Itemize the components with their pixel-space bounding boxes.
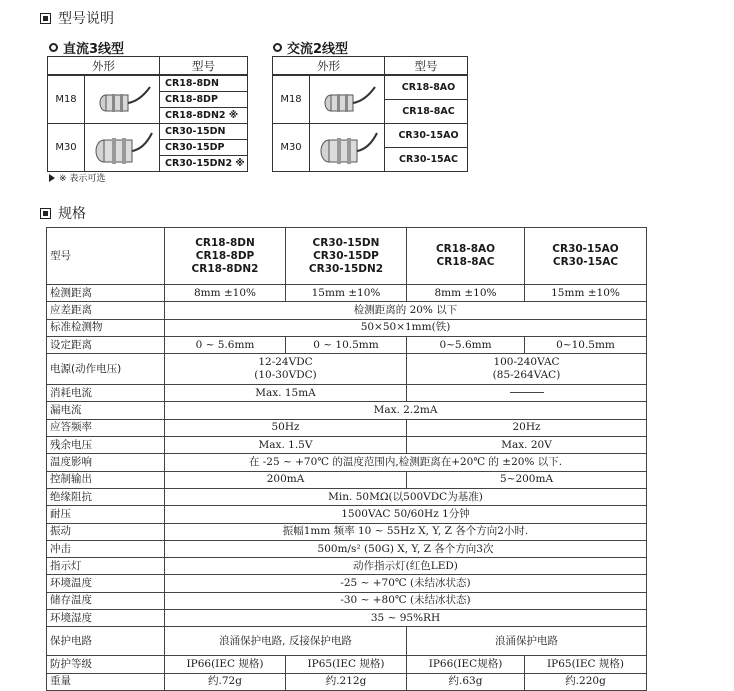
header-model: CR30-15AO xyxy=(552,243,619,255)
sensor-m18-image xyxy=(310,75,385,123)
spec-value: 15mm ±10% xyxy=(525,285,647,302)
dc-model-cell: CR30-15DN xyxy=(160,123,248,139)
spec-row-consumption xyxy=(47,385,647,402)
header-model: CR18-8AO xyxy=(435,243,496,255)
ring-bullet-icon xyxy=(49,43,58,52)
spec-row-set-dist xyxy=(47,336,647,353)
spec-label: 设定距离 xyxy=(47,336,165,353)
spec-value-na xyxy=(407,385,647,402)
spec-value: 约.63g xyxy=(407,673,525,690)
spec-value: 振幅1mm 频率 10 ~ 55Hz X, Y, Z 各个方向2小时. xyxy=(165,523,647,540)
spec-label: 应差距离 xyxy=(47,302,165,319)
spec-section-heading xyxy=(40,203,86,223)
spec-row-vibration xyxy=(47,523,647,540)
spec-label: 耐压 xyxy=(47,506,165,523)
spec-label: 重量 xyxy=(47,673,165,690)
spec-value: 8mm ±10% xyxy=(165,285,286,302)
ac-size-m18: M18 xyxy=(273,75,310,123)
spec-label: 消耗电流 xyxy=(47,385,165,402)
dc-table-title: 直流3线型 xyxy=(63,42,125,57)
dc-model-cell: CR18-8DN2 ※ xyxy=(160,107,248,123)
spec-row-hysteresis xyxy=(47,302,647,319)
spec-label: 环境湿度 xyxy=(47,610,165,627)
header-model: CR18-8DP xyxy=(195,249,255,262)
spec-value: 8mm ±10% xyxy=(407,285,525,302)
header-model: CR18-8AC xyxy=(436,256,495,268)
ac-size-m30: M30 xyxy=(273,123,310,171)
spec-value: Max. 2.2mA xyxy=(165,402,647,419)
spec-value: Max. 20V xyxy=(407,437,647,454)
spec-value: 5~200mA xyxy=(407,471,647,488)
spec-row-withstand xyxy=(47,506,647,523)
m18-sensor-icon xyxy=(317,79,377,119)
spec-row-control-out xyxy=(47,471,647,488)
ac-model-cell: CR18-8AO xyxy=(385,75,468,99)
optional-note xyxy=(49,171,105,184)
m30-sensor-icon xyxy=(90,125,154,169)
spec-label: 防护等级 xyxy=(47,656,165,673)
sensor-m30-image xyxy=(85,123,160,171)
spec-label: 指示灯 xyxy=(47,558,165,575)
spec-row-std-object xyxy=(47,319,647,336)
ac-header-model: 型号 xyxy=(385,57,468,76)
spec-header-col4 xyxy=(525,228,647,285)
dash-line xyxy=(510,392,544,393)
header-model: CR30-15DN xyxy=(312,236,380,249)
ac-table-title: 交流2线型 xyxy=(287,42,349,57)
spec-value: Min. 50MΩ(以500VDC为基准) xyxy=(165,488,647,505)
spec-row-power xyxy=(47,354,647,385)
spec-value: 检测距离的 20% 以下 xyxy=(165,302,647,319)
spec-value: 约.72g xyxy=(165,673,286,690)
header-model: CR30-15DN2 xyxy=(308,262,384,275)
power-ac-range: 100-240VAC xyxy=(493,356,560,369)
power-ac-extended: (85-264VAC) xyxy=(492,369,561,382)
m18-sensor-icon xyxy=(92,79,152,119)
spec-row-humidity xyxy=(47,610,647,627)
sensor-m30-image xyxy=(310,123,385,171)
m30-sensor-icon xyxy=(315,125,379,169)
spec-header-col3 xyxy=(407,228,525,285)
ac-model-cell: CR18-8AC xyxy=(385,99,468,123)
spec-row-ambient-temp xyxy=(47,575,647,592)
spec-value: 动作指示灯(红色LED) xyxy=(165,558,647,575)
ring-bullet-icon xyxy=(273,43,282,52)
spec-header-col2 xyxy=(286,228,407,285)
spec-value: 约.212g xyxy=(286,673,407,690)
spec-value: 1500VAC 50/60Hz 1分钟 xyxy=(165,506,647,523)
spec-value: -25 ~ +70℃ (未结冰状态) xyxy=(165,575,647,592)
spec-row-protection xyxy=(47,627,647,656)
power-dc-extended: (10-30VDC) xyxy=(254,369,317,382)
ac-model-cell: CR30-15AC xyxy=(385,147,468,171)
model-section-heading xyxy=(40,8,114,28)
spec-value: 约.220g xyxy=(525,673,647,690)
spec-table xyxy=(46,227,647,691)
ac-model-cell: CR30-15AO xyxy=(385,123,468,147)
spec-label: 型号 xyxy=(47,228,165,285)
header-model: CR18-8DN2 xyxy=(191,262,259,275)
optional-note-text: ※ 表示可选 xyxy=(59,174,106,184)
dc-header-shape: 外形 xyxy=(48,57,160,76)
spec-row-temp-effect xyxy=(47,454,647,471)
dc-size-m30: M30 xyxy=(48,123,85,171)
spec-value: 0 ~ 10.5mm xyxy=(286,336,407,353)
spec-value: 50Hz xyxy=(165,419,407,436)
spec-value: 0~5.6mm xyxy=(407,336,525,353)
sensor-m18-image xyxy=(85,75,160,123)
spec-value: 200mA xyxy=(165,471,407,488)
spec-value: 35 ~ 95%RH xyxy=(165,610,647,627)
spec-label: 保护电路 xyxy=(47,627,165,656)
spec-label: 振动 xyxy=(47,523,165,540)
spec-label: 控制输出 xyxy=(47,471,165,488)
spec-label: 电源(动作电压) xyxy=(47,354,165,385)
spec-value: 0 ~ 5.6mm xyxy=(165,336,286,353)
spec-label: 绝缘阻抗 xyxy=(47,488,165,505)
spec-value: 0~10.5mm xyxy=(525,336,647,353)
spec-row-shock xyxy=(47,540,647,557)
spec-value xyxy=(407,354,647,385)
spec-label: 标准检测物 xyxy=(47,319,165,336)
spec-value: IP66(IEC 规格) xyxy=(165,656,286,673)
spec-row-residual xyxy=(47,437,647,454)
dc-model-cell: CR18-8DN xyxy=(160,75,248,91)
spec-row-detect-dist xyxy=(47,285,647,302)
spec-label: 检测距离 xyxy=(47,285,165,302)
dc-model-cell: CR30-15DN2 ※ xyxy=(160,155,248,171)
spec-value: IP65(IEC 规格) xyxy=(286,656,407,673)
ac-table-heading xyxy=(273,38,348,57)
spec-row-leakage xyxy=(47,402,647,419)
spec-value xyxy=(165,354,407,385)
spec-value: 20Hz xyxy=(407,419,647,436)
spec-value: 50×50×1mm(铁) xyxy=(165,319,647,336)
dc-header-model: 型号 xyxy=(160,57,248,76)
dc-table-heading xyxy=(49,38,124,57)
spec-label: 温度影响 xyxy=(47,454,165,471)
spec-row-indicator xyxy=(47,558,647,575)
spec-row-ip xyxy=(47,656,647,673)
spec-row-insulation xyxy=(47,488,647,505)
spec-section-title: 规格 xyxy=(58,206,86,222)
model-section-title: 型号说明 xyxy=(58,11,114,27)
spec-row-weight xyxy=(47,673,647,690)
spec-row-storage-temp xyxy=(47,592,647,609)
spec-value: IP65(IEC 规格) xyxy=(525,656,647,673)
header-model: CR18-8DN xyxy=(195,236,255,249)
spec-label: 漏电流 xyxy=(47,402,165,419)
spec-label: 储存温度 xyxy=(47,592,165,609)
header-model: CR30-15AC xyxy=(552,256,619,268)
ac-model-table xyxy=(272,56,468,172)
spec-value: Max. 1.5V xyxy=(165,437,407,454)
spec-value: IP66(IEC规格) xyxy=(407,656,525,673)
dc-model-cell: CR18-8DP xyxy=(160,91,248,107)
ac-header-shape: 外形 xyxy=(273,57,385,76)
spec-value: Max. 15mA xyxy=(165,385,407,402)
spec-label: 冲击 xyxy=(47,540,165,557)
spec-header-col1 xyxy=(165,228,286,285)
spec-label: 应答频率 xyxy=(47,419,165,436)
square-bullet-icon xyxy=(40,208,51,219)
spec-value: 500m/s² (50G) X, Y, Z 各个方向3次 xyxy=(165,540,647,557)
spec-row-response xyxy=(47,419,647,436)
spec-value: 浪涌保护电路 xyxy=(407,627,647,656)
spec-value: 浪涌保护电路, 反接保护电路 xyxy=(165,627,407,656)
header-model: CR30-15DP xyxy=(313,249,379,262)
dc-model-table xyxy=(47,56,248,172)
triangle-bullet-icon xyxy=(49,174,55,182)
spec-label: 残余电压 xyxy=(47,437,165,454)
spec-value: -30 ~ +80℃ (未结冰状态) xyxy=(165,592,647,609)
dc-size-m18: M18 xyxy=(48,75,85,123)
power-dc-range: 12-24VDC xyxy=(258,356,313,369)
square-bullet-icon xyxy=(40,13,51,24)
dc-model-cell: CR30-15DP xyxy=(160,139,248,155)
spec-value: 15mm ±10% xyxy=(286,285,407,302)
spec-label: 环境温度 xyxy=(47,575,165,592)
spec-value: 在 -25 ~ +70℃ 的温度范围内,检测距离在+20℃ 的 ±20% 以下. xyxy=(165,454,647,471)
